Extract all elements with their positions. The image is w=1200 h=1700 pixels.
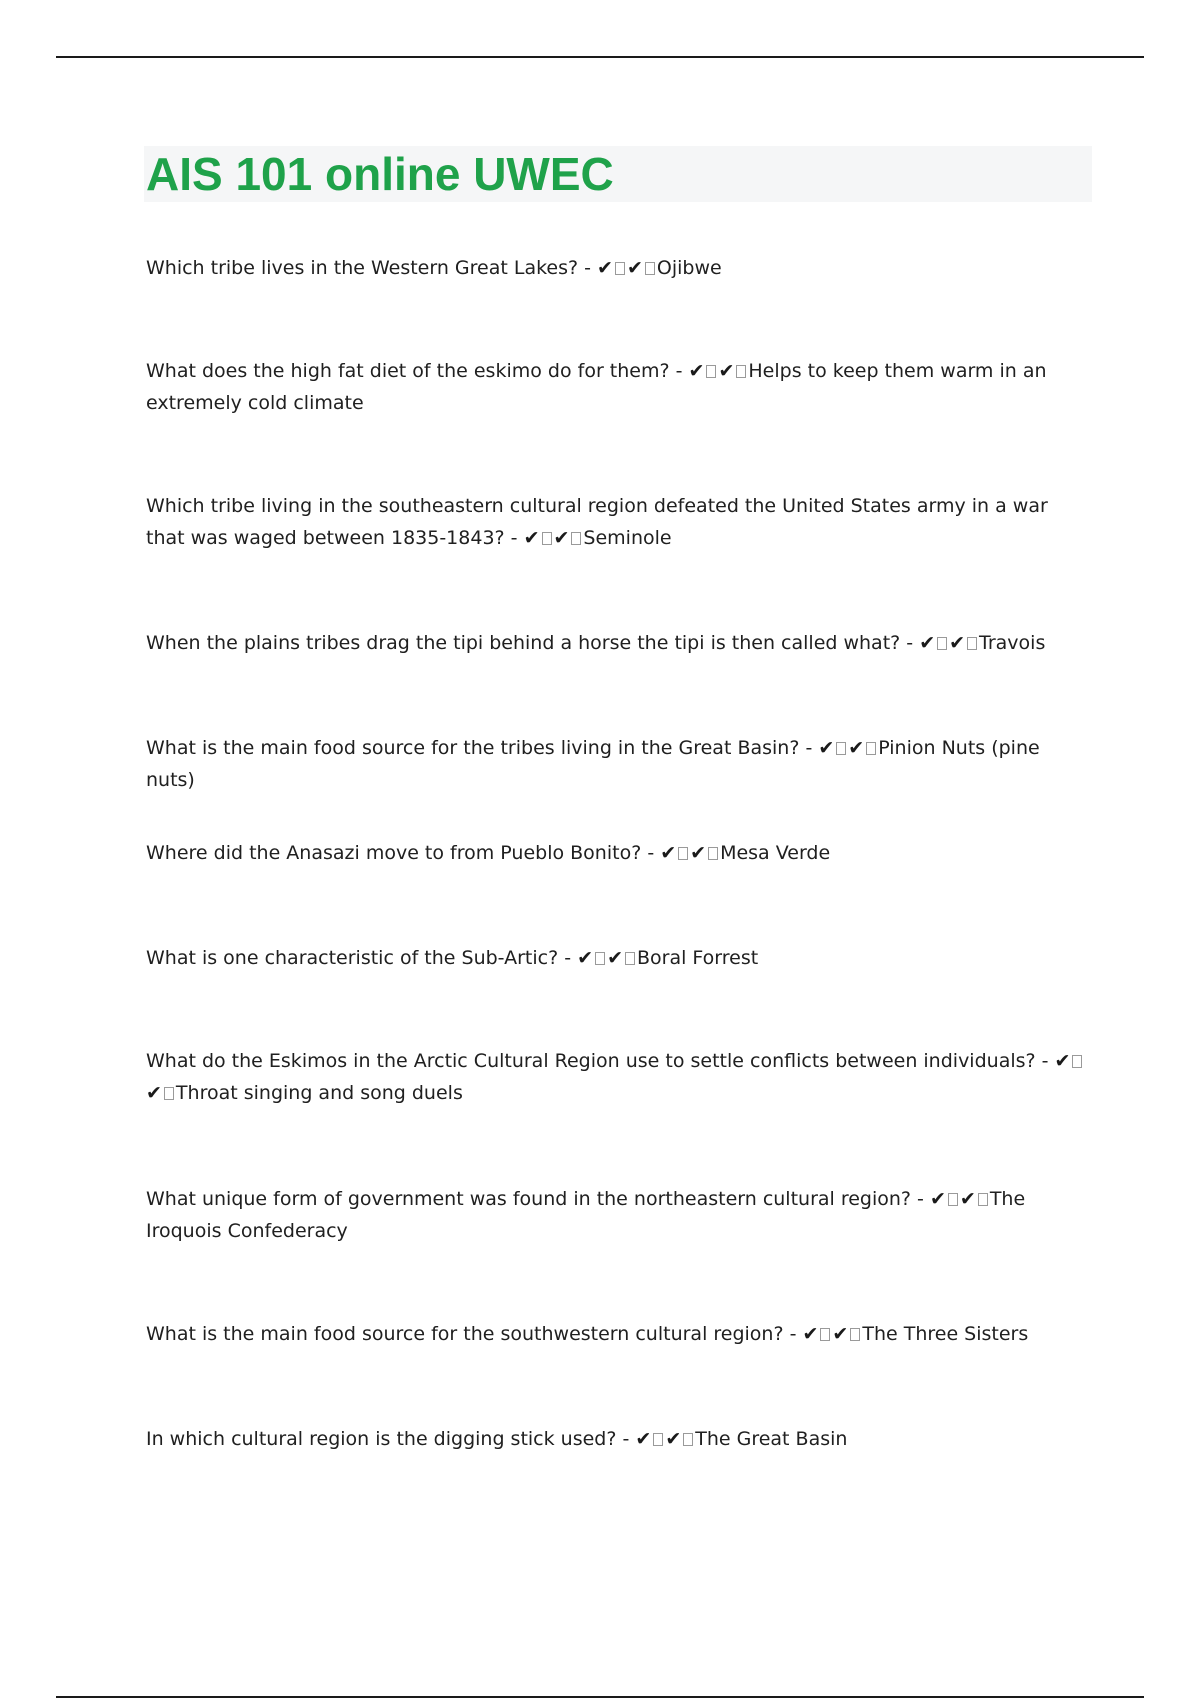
qa-item — [146, 942, 1092, 974]
qa-item — [146, 1423, 1092, 1455]
question-text: What do the Eskimos in the Arctic Cultural Region use to settle conflicts between individuals? - — [146, 1050, 1049, 1072]
qa-item — [146, 627, 1092, 659]
question-text: In which cultural region is the digging stick used? - — [146, 1428, 630, 1450]
answer-text: Ojibwe — [656, 257, 722, 279]
answer-text: Pinion Nuts (pine nuts) — [146, 737, 1040, 791]
question-text: What is the main food source for the tribes living in the Great Basin? - — [146, 737, 813, 759]
check-marks-icon: ✔ ✔ — [919, 632, 979, 654]
check-marks-icon: ✔ ✔ — [930, 1188, 990, 1210]
answer-text: Seminole — [583, 527, 672, 549]
question-text: Which tribe lives in the Western Great Lakes? - — [146, 257, 591, 279]
top-rule — [56, 56, 1144, 58]
answer-text: Helps to keep them warm in an extremely cold climate — [146, 360, 1047, 414]
check-marks-icon: ✔✔ — [146, 1050, 1084, 1104]
bottom-rule — [56, 1696, 1144, 1698]
qa-item — [146, 732, 1092, 796]
qa-item — [146, 1183, 1092, 1247]
question-text: What is one characteristic of the Sub-Artic? - — [146, 947, 572, 969]
question-text: What is the main food source for the southwestern cultural region? - — [146, 1323, 797, 1345]
answer-text: Boral Forrest — [636, 947, 759, 969]
qa-item — [146, 837, 1092, 869]
answer-text: The Iroquois Confederacy — [146, 1188, 1026, 1242]
check-marks-icon: ✔ ✔ — [818, 737, 878, 759]
answer-text: Mesa Verde — [720, 842, 831, 864]
answer-text: Travois — [979, 632, 1046, 654]
question-text: Which tribe living in the southeastern cultural region defeated the United States army in a war that was waged between 1835-1843? - — [146, 495, 1048, 549]
qa-item — [146, 252, 1092, 284]
question-text: When the plains tribes drag the tipi behind a horse the tipi is then called what? - — [146, 632, 914, 654]
question-text: Where did the Anasazi move to from Pueblo Bonito? - — [146, 842, 655, 864]
check-marks-icon: ✔ ✔ — [524, 527, 584, 549]
check-marks-icon: ✔ ✔ — [597, 257, 657, 279]
check-marks-icon: ✔ ✔ — [689, 360, 749, 382]
qa-item — [146, 355, 1092, 419]
check-marks-icon: ✔ ✔ — [803, 1323, 863, 1345]
qa-item — [146, 1318, 1092, 1350]
check-marks-icon: ✔ ✔ — [577, 947, 637, 969]
answer-text: The Three Sisters — [862, 1323, 1029, 1345]
check-marks-icon: ✔ ✔ — [635, 1428, 695, 1450]
question-text: What does the high fat diet of the eskimo do for them? - — [146, 360, 683, 382]
answer-text: Throat singing and song duels — [175, 1082, 463, 1104]
answer-text: The Great Basin — [695, 1428, 848, 1450]
check-marks-icon: ✔ ✔ — [660, 842, 720, 864]
page-title: AIS 101 online UWEC — [146, 148, 614, 200]
qa-item — [146, 490, 1092, 554]
question-text: What unique form of government was found in the northeastern cultural region? - — [146, 1188, 924, 1210]
qa-item — [146, 1045, 1092, 1109]
